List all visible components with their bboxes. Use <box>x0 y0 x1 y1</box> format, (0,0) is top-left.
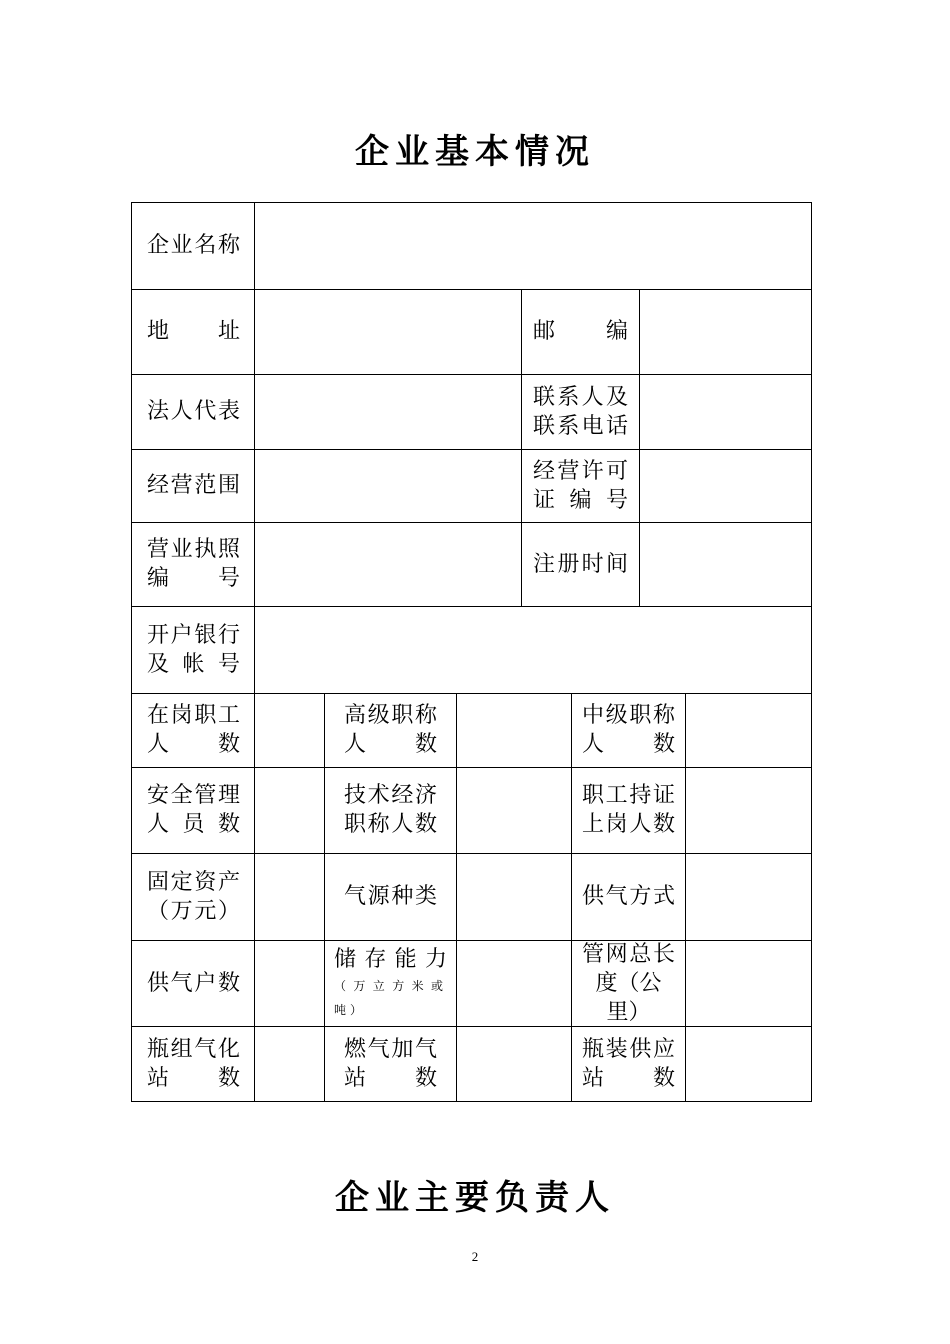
field-storage-capacity[interactable] <box>457 941 571 1026</box>
field-staff-count[interactable] <box>255 694 324 767</box>
field-registration-time[interactable] <box>640 523 811 606</box>
label-gas-source: 气源种类 <box>344 884 437 909</box>
field-tech-title-count[interactable] <box>457 768 571 853</box>
label-operating-license: 经营许可 证 编 号 <box>533 458 628 513</box>
field-bank-account[interactable] <box>255 607 811 693</box>
label-legal-representative: 法人代表 <box>147 399 240 424</box>
field-business-license-no[interactable] <box>255 523 521 606</box>
label-storage-capacity: 储存能力 （万立方米或 吨） <box>334 946 447 1017</box>
field-senior-title-count[interactable] <box>457 694 571 767</box>
field-gas-source[interactable] <box>457 854 571 940</box>
label-postcode: 邮 编 <box>533 319 628 344</box>
field-households[interactable] <box>255 941 324 1026</box>
label-refueling-stations: 燃气加气 站 数 <box>344 1036 437 1091</box>
label-certified-staff: 职工持证 上岗人数 <box>582 783 675 837</box>
field-certified-staff[interactable] <box>686 768 811 853</box>
field-bottle-supply-stations[interactable] <box>686 1027 811 1101</box>
label-senior-title-count: 高级职称 人 数 <box>344 703 437 757</box>
field-refueling-stations[interactable] <box>457 1027 571 1101</box>
section-title-principals: 企业主要负责人 <box>335 1178 615 1218</box>
field-safety-staff[interactable] <box>255 768 324 853</box>
label-address: 地 址 <box>147 319 240 344</box>
label-business-scope: 经营范围 <box>147 473 240 498</box>
field-supply-mode[interactable] <box>686 854 811 940</box>
field-business-scope[interactable] <box>255 450 521 522</box>
label-contact: 联系人及 联系电话 <box>533 384 628 439</box>
field-contact[interactable] <box>640 375 811 449</box>
label-safety-staff: 安全管理 人 员 数 <box>147 783 240 837</box>
label-fixed-assets: 固定资产 （万元） <box>147 869 240 924</box>
field-legal-representative[interactable] <box>255 375 521 449</box>
label-bottle-gasification-stations: 瓶组气化 站 数 <box>147 1036 240 1091</box>
field-middle-title-count[interactable] <box>686 694 811 767</box>
field-postcode[interactable] <box>640 290 811 374</box>
field-address[interactable] <box>255 290 521 374</box>
label-tech-title-count: 技术经济 职称人数 <box>344 783 437 837</box>
label-bottle-supply-stations: 瓶装供应 站 数 <box>582 1036 675 1091</box>
page-title: 企业基本情况 <box>355 132 595 172</box>
label-registration-time: 注册时间 <box>533 551 628 577</box>
field-operating-license[interactable] <box>640 450 811 522</box>
field-pipeline-length[interactable] <box>686 941 811 1026</box>
label-bank-account: 开户银行 及 帐 号 <box>147 622 240 677</box>
enterprise-info-table <box>131 202 811 1102</box>
field-fixed-assets[interactable] <box>255 854 324 940</box>
field-enterprise-name[interactable] <box>255 203 811 289</box>
label-staff-count: 在岗职工 人 数 <box>147 703 240 757</box>
field-bottle-gasification-stations[interactable] <box>255 1027 324 1101</box>
label-business-license-no: 营业执照 编 号 <box>147 537 240 591</box>
label-households: 供气户数 <box>147 970 240 996</box>
label-pipeline-length: 管网总长 度（公 里） <box>582 941 675 1025</box>
label-supply-mode: 供气方式 <box>582 884 675 909</box>
label-middle-title-count: 中级职称 人 数 <box>582 703 675 757</box>
page-number: 2 <box>471 1249 479 1264</box>
label-enterprise-name: 企业名称 <box>147 233 240 258</box>
